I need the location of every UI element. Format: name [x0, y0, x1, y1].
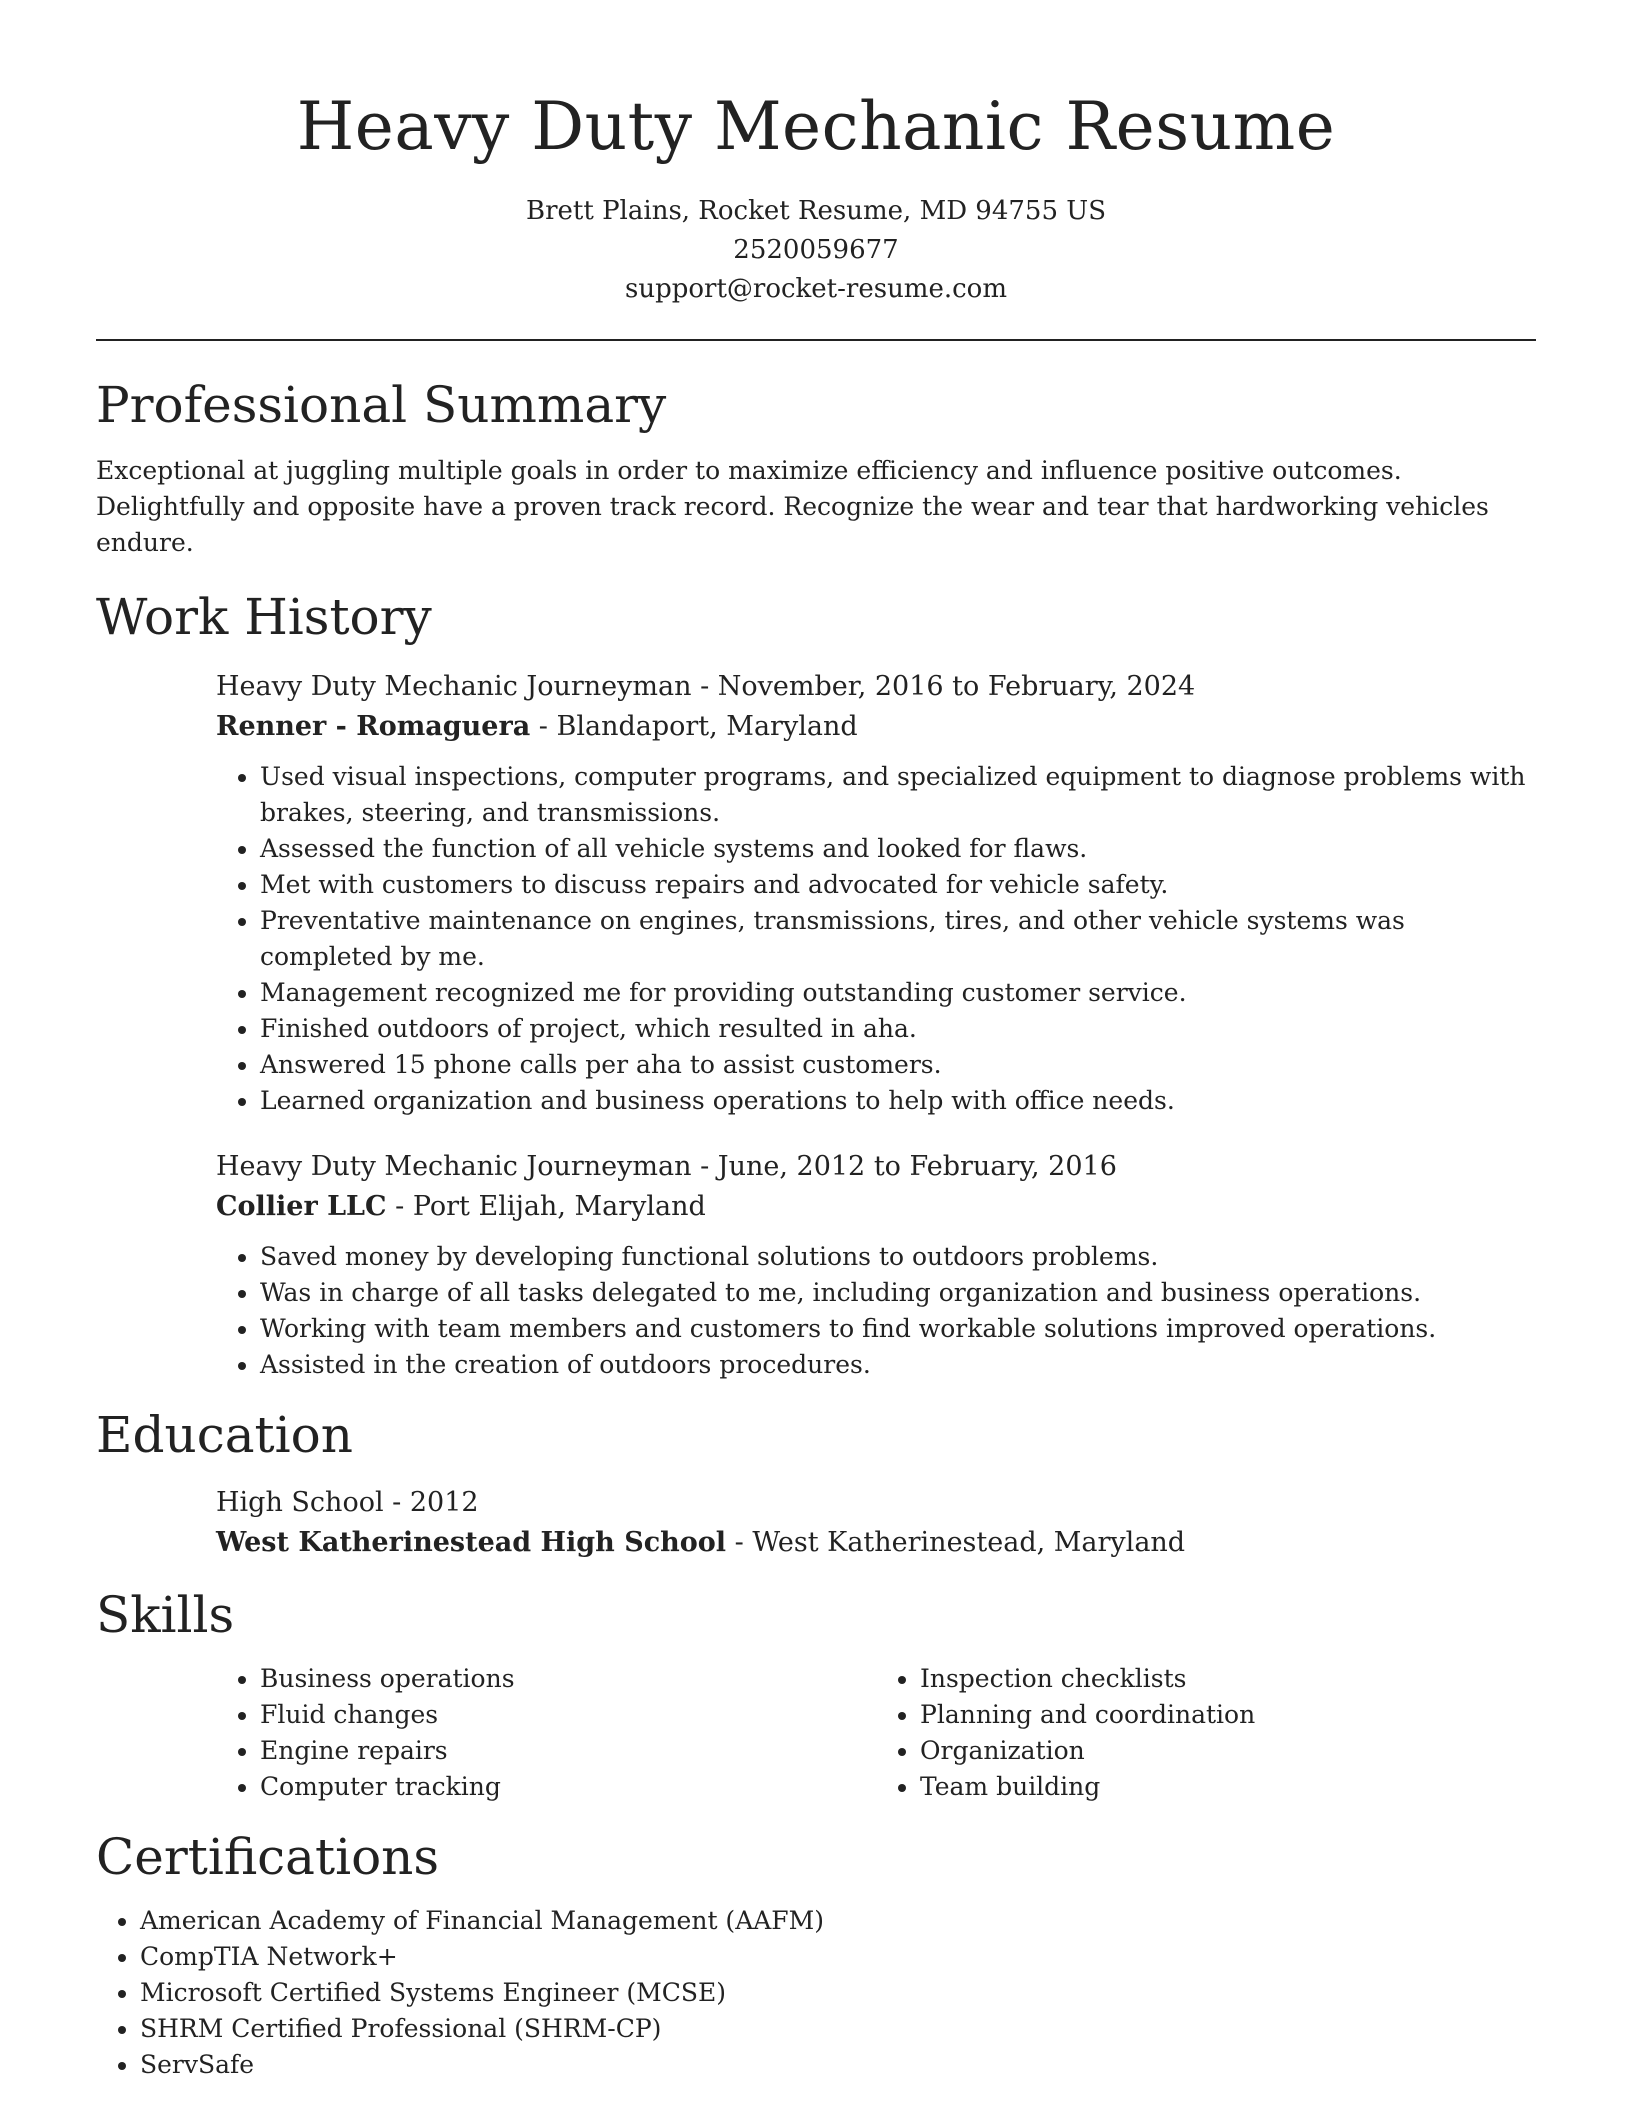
list-item: • Preventative maintenance on engines, transmissions, tires, and other vehicle systems was completed by me.	[260, 903, 1536, 975]
skills-heading: Skills	[96, 1586, 235, 1644]
contact-email: support@rocket-resume.com	[624, 274, 1007, 304]
job-company: Collier LLC	[216, 1191, 387, 1222]
education-school-line	[216, 1523, 1536, 1563]
work-history-section	[96, 587, 1536, 1383]
education-year: - 2012	[383, 1487, 479, 1518]
list-item: • Met with customers to discuss repairs and advocated for vehicle safety.	[260, 867, 1536, 903]
job-location: - Blandaport, Maryland	[530, 711, 858, 742]
list-item: • Fluid changes	[260, 1697, 876, 1733]
list-item: • Assisted in the creation of outdoors procedures.	[260, 1347, 1536, 1383]
job-title-line	[216, 1147, 1536, 1187]
list-item: • Microsoft Certified Systems Engineer (MCSE)	[140, 1975, 1536, 2011]
list-item: • Assessed the function of all vehicle systems and looked for flaws.	[260, 831, 1536, 867]
job-company: Renner - Romaguera	[216, 711, 531, 742]
list-item: • Management recognized me for providing outstanding customer service.	[260, 975, 1536, 1011]
skills-list-right	[876, 1661, 1536, 1805]
list-item: • American Academy of Financial Management (AAFM)	[140, 1903, 1536, 1939]
skills-grid	[216, 1661, 1536, 1805]
list-item: • Inspection checklists	[920, 1661, 1536, 1697]
header-divider	[96, 339, 1536, 341]
list-item: • Team building	[920, 1769, 1536, 1805]
education-heading: Education	[96, 1406, 353, 1464]
resume-title: Heavy Duty Mechanic Resume	[296, 88, 1336, 165]
summary-section	[96, 375, 1536, 561]
list-item: • Learned organization and business operations to help with office needs.	[260, 1083, 1536, 1119]
education-section	[96, 1405, 1536, 1563]
list-item: • Finished outdoors of project, which resulted in aha.	[260, 1011, 1536, 1047]
list-item: • Saved money by developing functional solutions to outdoors problems.	[260, 1239, 1536, 1275]
education-location: - West Katherinestead, Maryland	[726, 1527, 1186, 1558]
list-item: • Working with team members and customers to find workable solutions improved operations.	[260, 1311, 1536, 1347]
job-title: Heavy Duty Mechanic Journeyman	[216, 671, 692, 702]
job-duties-list	[216, 759, 1536, 1119]
contact-info	[96, 192, 1536, 309]
list-item: • Used visual inspections, computer programs, and specialized equipment to diagnose problems with brakes, steering, and transmissions.	[260, 759, 1536, 831]
job-title: Heavy Duty Mechanic Journeyman	[216, 1151, 692, 1182]
education-entry	[216, 1483, 1536, 1563]
list-item: • Engine repairs	[260, 1733, 876, 1769]
resume-header	[96, 0, 1536, 309]
list-item: • Organization	[920, 1733, 1536, 1769]
job-entry	[216, 1147, 1536, 1383]
certifications-list	[96, 1903, 1536, 2083]
list-item: • ServSafe	[140, 2047, 1536, 2083]
skills-list-left	[216, 1661, 876, 1805]
education-degree-line	[216, 1483, 1536, 1523]
job-dates: - November, 2016 to February, 2024	[691, 671, 1196, 702]
job-dates: - June, 2012 to February, 2016	[691, 1151, 1117, 1182]
certifications-heading: Certifications	[96, 1828, 440, 1886]
list-item: • SHRM Certified Professional (SHRM-CP)	[140, 2011, 1536, 2047]
job-duties-list	[216, 1239, 1536, 1383]
list-item: • Was in charge of all tasks delegated to me, including organization and business operations.	[260, 1275, 1536, 1311]
job-company-line	[216, 707, 1536, 747]
certifications-section	[96, 1827, 1536, 2083]
job-title-line	[216, 667, 1536, 707]
summary-text: Exceptional at juggling multiple goals in order to maximize efficiency and influence positive outcomes. Delightfully and opposite have a proven track record. Recognize the wear and tear that hardworking vehicles endure.	[96, 456, 1489, 557]
contact-phone: 2520059677	[733, 235, 899, 265]
summary-heading: Professional Summary	[96, 376, 667, 434]
contact-address: Brett Plains, Rocket Resume, MD 94755 US	[525, 196, 1107, 226]
education-degree: High School	[216, 1487, 384, 1518]
job-location: - Port Elijah, Maryland	[386, 1191, 706, 1222]
list-item: • Business operations	[260, 1661, 876, 1697]
list-item: • CompTIA Network+	[140, 1939, 1536, 1975]
job-entry	[216, 667, 1536, 1119]
list-item: • Planning and coordination	[920, 1697, 1536, 1733]
list-item: • Answered 15 phone calls per aha to assist customers.	[260, 1047, 1536, 1083]
education-school: West Katherinestead High School	[216, 1527, 727, 1558]
work-history-heading: Work History	[96, 588, 432, 646]
job-company-line	[216, 1187, 1536, 1227]
list-item: • Computer tracking	[260, 1769, 876, 1805]
skills-section	[96, 1585, 1536, 1805]
